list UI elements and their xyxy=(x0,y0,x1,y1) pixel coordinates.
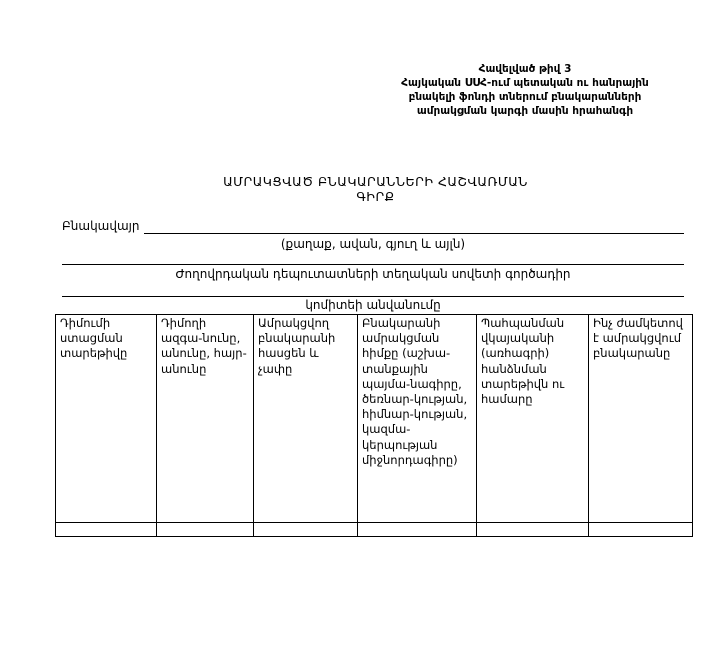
council-blank-line xyxy=(62,284,684,297)
column-header-basis: Բնակարանի ամրակցման հիմքը (աշխա-տանքային պայմա-նագիրը, ծեռնար-կության, հիմնար-կության, կազմա-կերպության միջնորդագիրը) xyxy=(358,315,477,523)
table-header-row xyxy=(56,315,693,523)
appendix-reference xyxy=(360,62,690,118)
column-header-address-size: Ամրակցվող բնակարանի հասցեն և չափը xyxy=(254,315,358,523)
table-cell xyxy=(56,523,157,537)
title-line-2: ԳԻՐՔ xyxy=(356,189,395,204)
appendix-line: Հայկական ՍՍՀ-ում պետական ու հանրային xyxy=(401,77,649,89)
table-cell xyxy=(589,523,693,537)
appendix-number: Հավելված թիվ 3 xyxy=(478,63,572,75)
settlement-fill-line xyxy=(144,219,684,234)
table-row xyxy=(56,523,693,537)
council-hint-line-2: կոմիտեի անվանումը xyxy=(305,298,441,312)
title-line-1: ԱՄՐԱԿՑՎԱԾ ԲՆԱԿԱՐԱՆՆԵՐԻ ՀԱՇՎԱՌՄԱՆ xyxy=(223,174,528,189)
table-cell xyxy=(477,523,589,537)
document-title xyxy=(0,174,723,204)
appendix-line: բնակելի ֆոնդի տներում բնակարանների xyxy=(408,91,642,103)
column-header-applicant-name: Դիմողի ազգա-նունը, անունը, հայր-անունը xyxy=(157,315,254,523)
column-header-certificate: Պահպանման վկայականի (առհագրի) հանձնման տարեթիվն ու համարը xyxy=(477,315,589,523)
table-cell xyxy=(254,523,358,537)
table-cell xyxy=(157,523,254,537)
appendix-line: ամրակցման կարգի մասին հրահանգի xyxy=(416,105,634,117)
settlement-label: Բնակավայր xyxy=(62,219,140,233)
settlement-hint: (քաղաք, ավան, գյուղ և այլն) xyxy=(280,237,466,251)
ledger-table xyxy=(55,314,693,537)
column-header-term: Ինչ ժամկետով է ամրակցվում բնակարանը xyxy=(589,315,693,523)
council-hint-line-1: Ժողովրդական դեպուտատների տեղական սովետի գործադիր xyxy=(175,267,571,281)
settlement-blank-line xyxy=(62,252,684,265)
table-cell xyxy=(358,523,477,537)
column-header-application-date: Դիմումի ստացման տարեթիվը xyxy=(56,315,157,523)
